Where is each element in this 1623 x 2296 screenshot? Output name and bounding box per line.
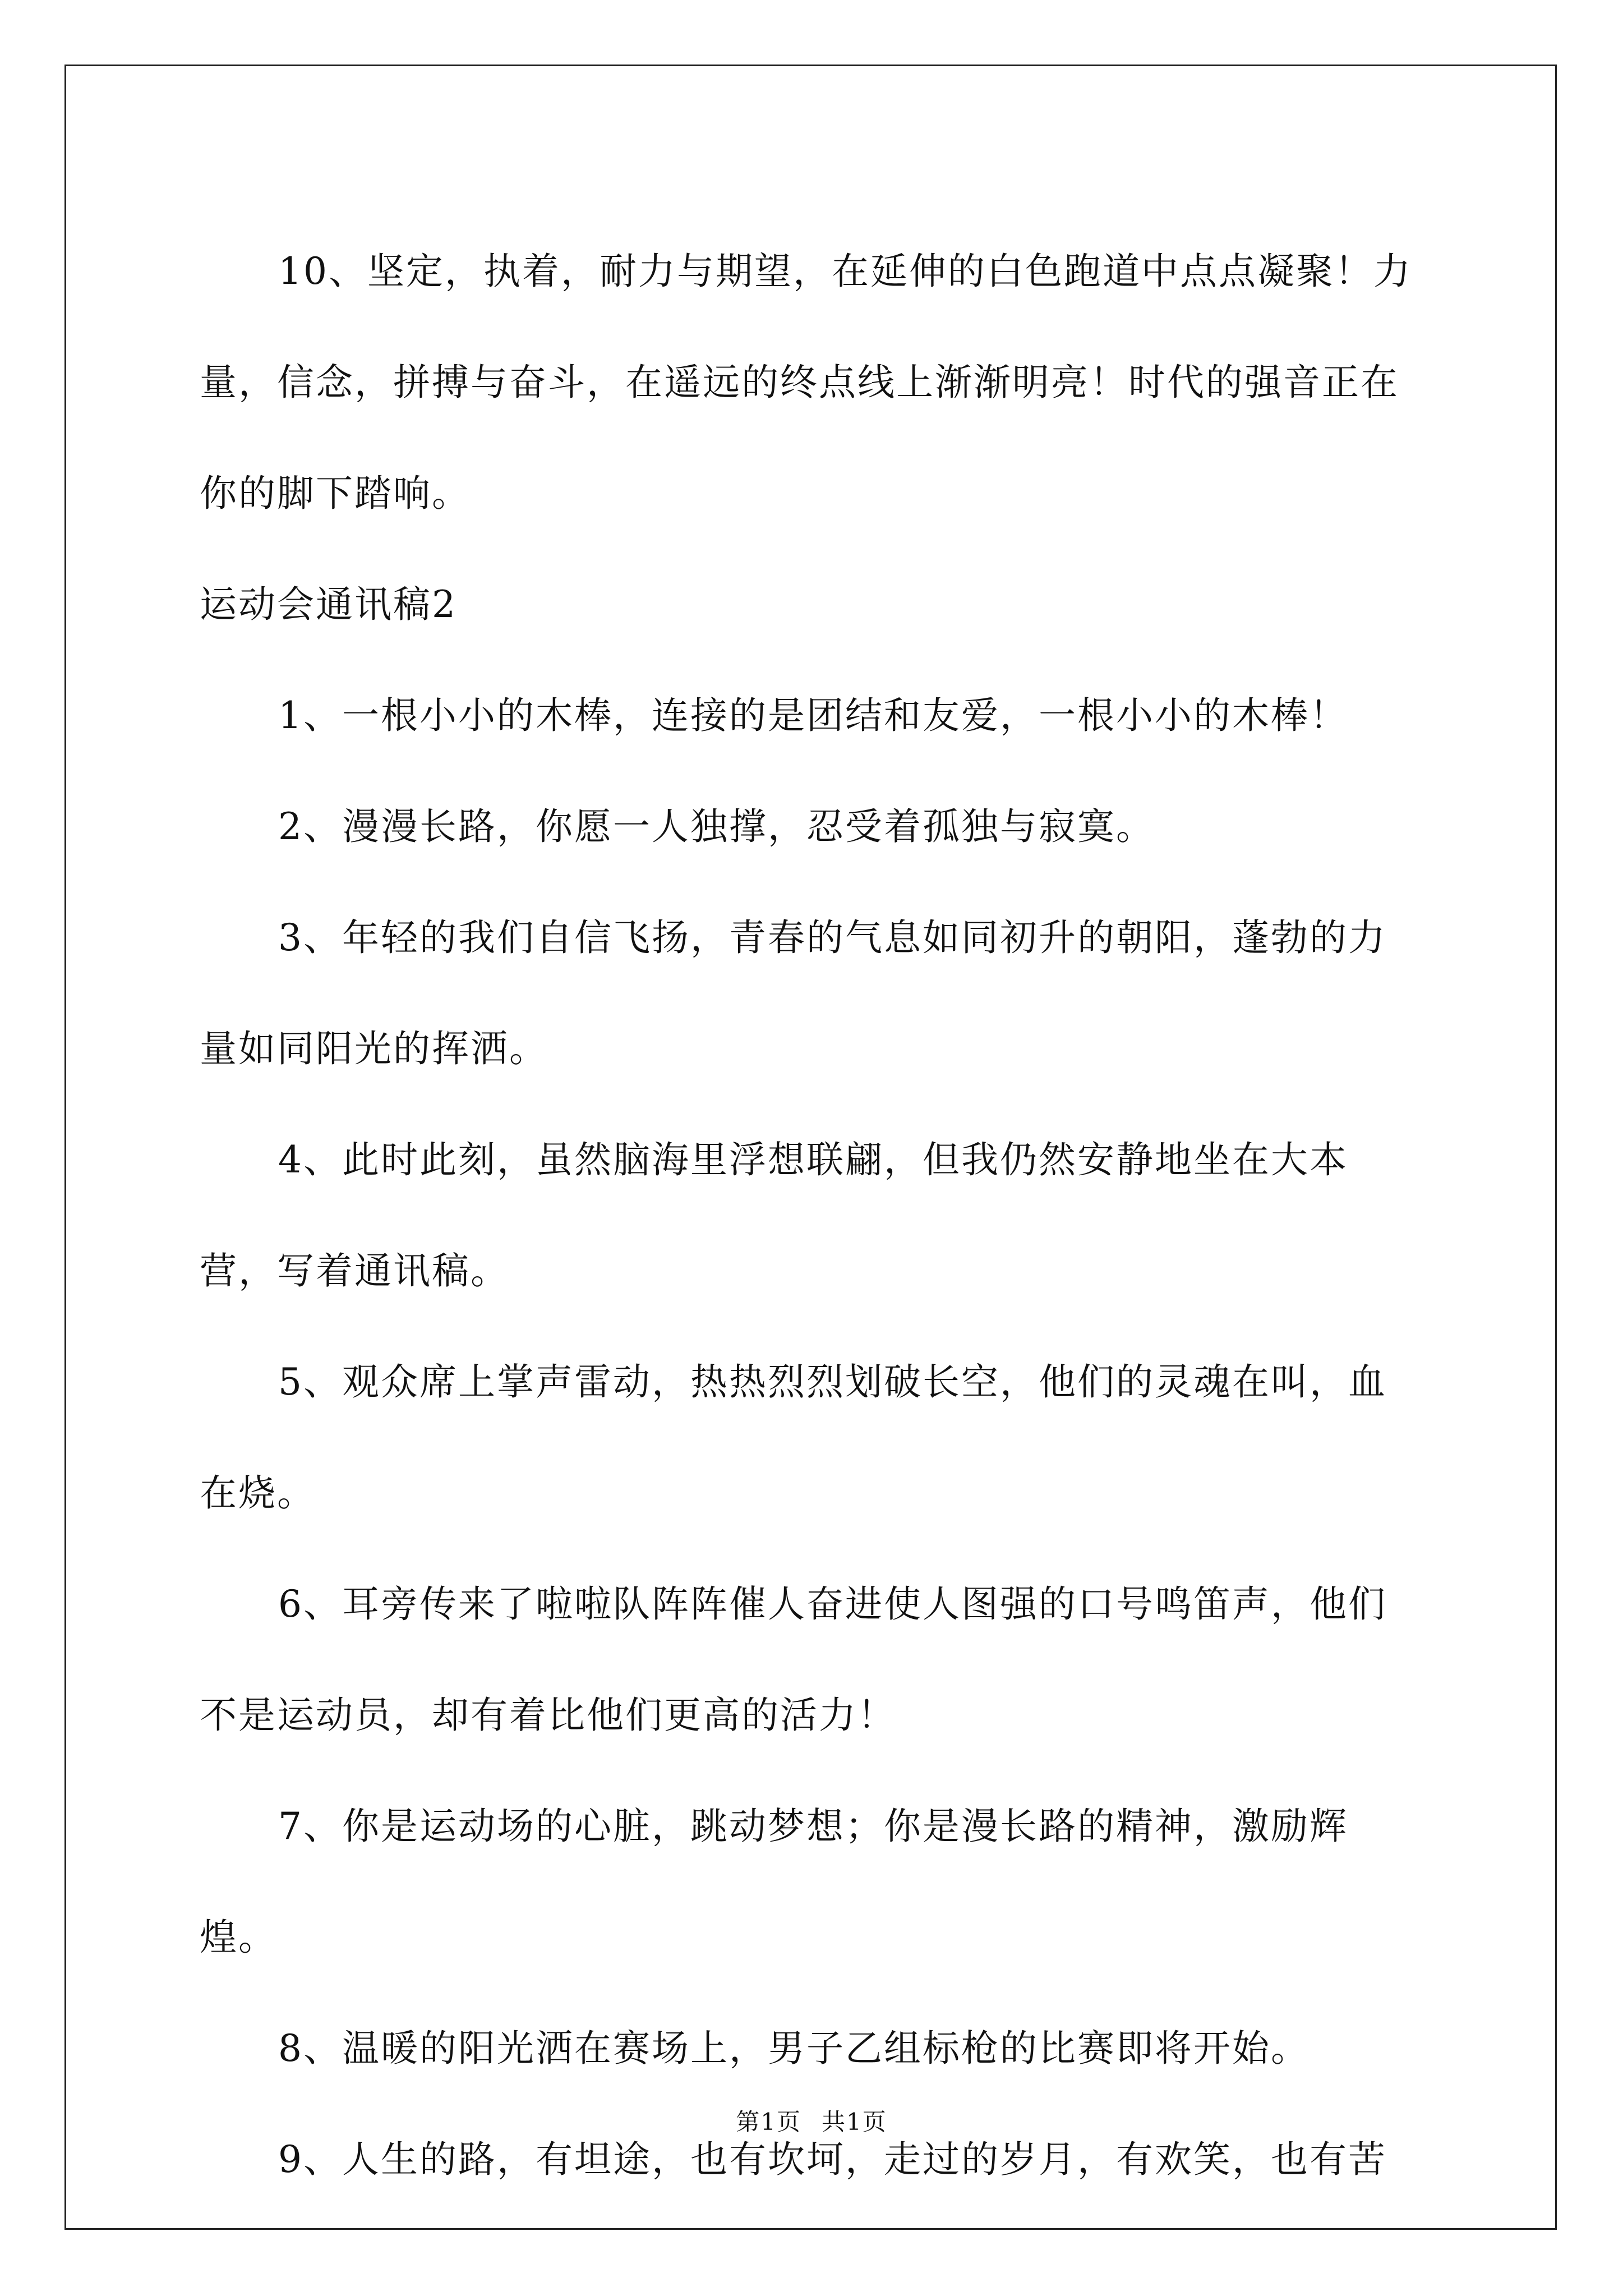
page-number: 第1页	[736, 2108, 801, 2136]
paragraph-item-4: 4、此时此刻，虽然脑海里浮想联翩，但我仍然安静地坐在大本营，写着通讯稿。	[200, 1138, 1348, 1292]
page-footer	[0, 2105, 1623, 2139]
paragraph-item-2: 2、漫漫长路，你愿一人独撑，忍受着孤独与寂寞。	[278, 805, 1155, 848]
paragraph-item-8: 8、温暖的阳光洒在赛场上，男子乙组标枪的比赛即将开始。	[278, 2027, 1310, 2070]
section-heading: 运动会通讯稿2	[200, 583, 457, 626]
paragraph-item-7: 7、你是运动场的心脏，跳动梦想；你是漫长路的精神，激励辉煌。	[200, 1805, 1348, 1959]
document-body	[200, 216, 1425, 2215]
paragraph-item-3: 3、年轻的我们自信飞扬，青春的气息如同初升的朝阳，蓬勃的力量如同阳光的挥洒。	[200, 916, 1387, 1070]
paragraph-item-5: 5、观众席上掌声雷动，热热烈烈划破长空，他们的灵魂在叫，血在烧。	[200, 1360, 1387, 1515]
page-total: 共1页	[822, 2108, 887, 2136]
paragraph-item-10: 10、坚定，执着，耐力与期望，在延伸的白色跑道中点点凝聚！力量，信念，拼搏与奋斗，在遥远的终点线上渐渐明亮！时代的强音正在你的脚下踏响。	[200, 250, 1412, 515]
paragraph-item-1: 1、一根小小的木棒，连接的是团结和友爱，一根小小的木棒！	[278, 694, 1348, 737]
paragraph-item-9: 9、人生的路，有坦途，也有坎坷，走过的岁月，有欢笑，也有苦	[278, 2138, 1387, 2181]
paragraph-item-6: 6、耳旁传来了啦啦队阵阵催人奋进使人图强的口号鸣笛声，他们不是运动员，却有着比他们更高的活力！	[200, 1582, 1387, 1737]
